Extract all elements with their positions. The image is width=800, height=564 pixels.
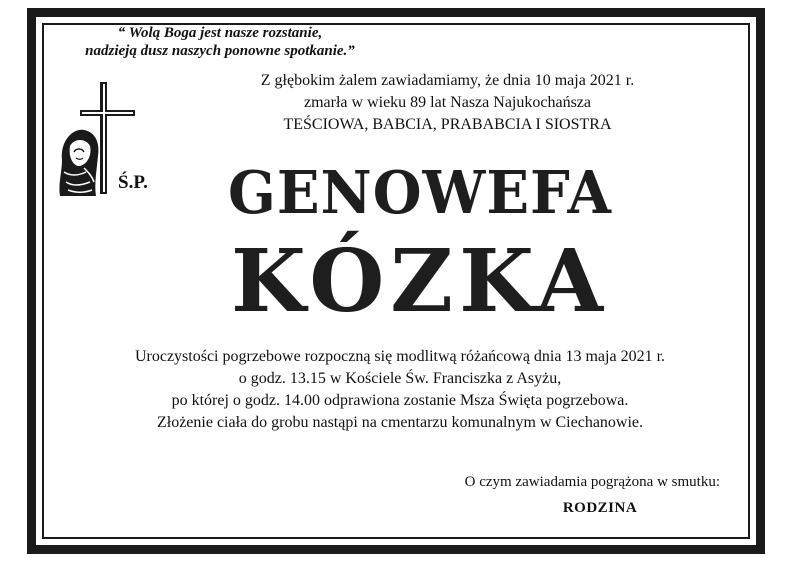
funeral-line-3: po której o godz. 14.00 odprawiona zostanie Msza Święta pogrzebowa. <box>171 392 629 409</box>
deceased-first-name: GENOWEFA <box>228 158 612 228</box>
abbreviation-sp: Ś.P. <box>118 172 148 193</box>
funeral-details <box>60 346 740 434</box>
deceased-last-name: KÓZKA <box>230 231 610 332</box>
announcement-line-3: TEŚCIOWA, BABCIA, PRABABCIA I SIOSTRA <box>283 116 612 133</box>
closing-remark: O czym zawiadamia pogrążona w smutku: <box>464 474 720 490</box>
quote-line-2: nadzieją dusz naszych ponowne spotkanie.” <box>85 43 355 59</box>
announcement-line-2: zmarła w wieku 89 lat Nasza Najukochańsza <box>304 94 591 111</box>
religious-quote <box>40 24 400 60</box>
family-signature: RODZINA <box>562 500 638 516</box>
quote-line-1: “ Wolą Boga jest nasze rozstanie, <box>117 25 323 41</box>
funeral-line-1: Uroczystości pogrzebowe rozpoczną się modlitwą różańcową dnia 13 maja 2021 r. <box>134 348 666 365</box>
funeral-line-2: o godz. 13.15 w Kościele Św. Franciszka z Asyżu, <box>238 370 562 387</box>
funeral-line-4: Złożenie ciała do grobu nastąpi na cmentarzu komunalnym w Ciechanowie. <box>156 414 644 431</box>
announcement-line-1: Z głębokim żalem zawiadamiamy, że dnia 10 maja 2021 r. <box>260 72 635 89</box>
death-announcement <box>195 70 700 136</box>
